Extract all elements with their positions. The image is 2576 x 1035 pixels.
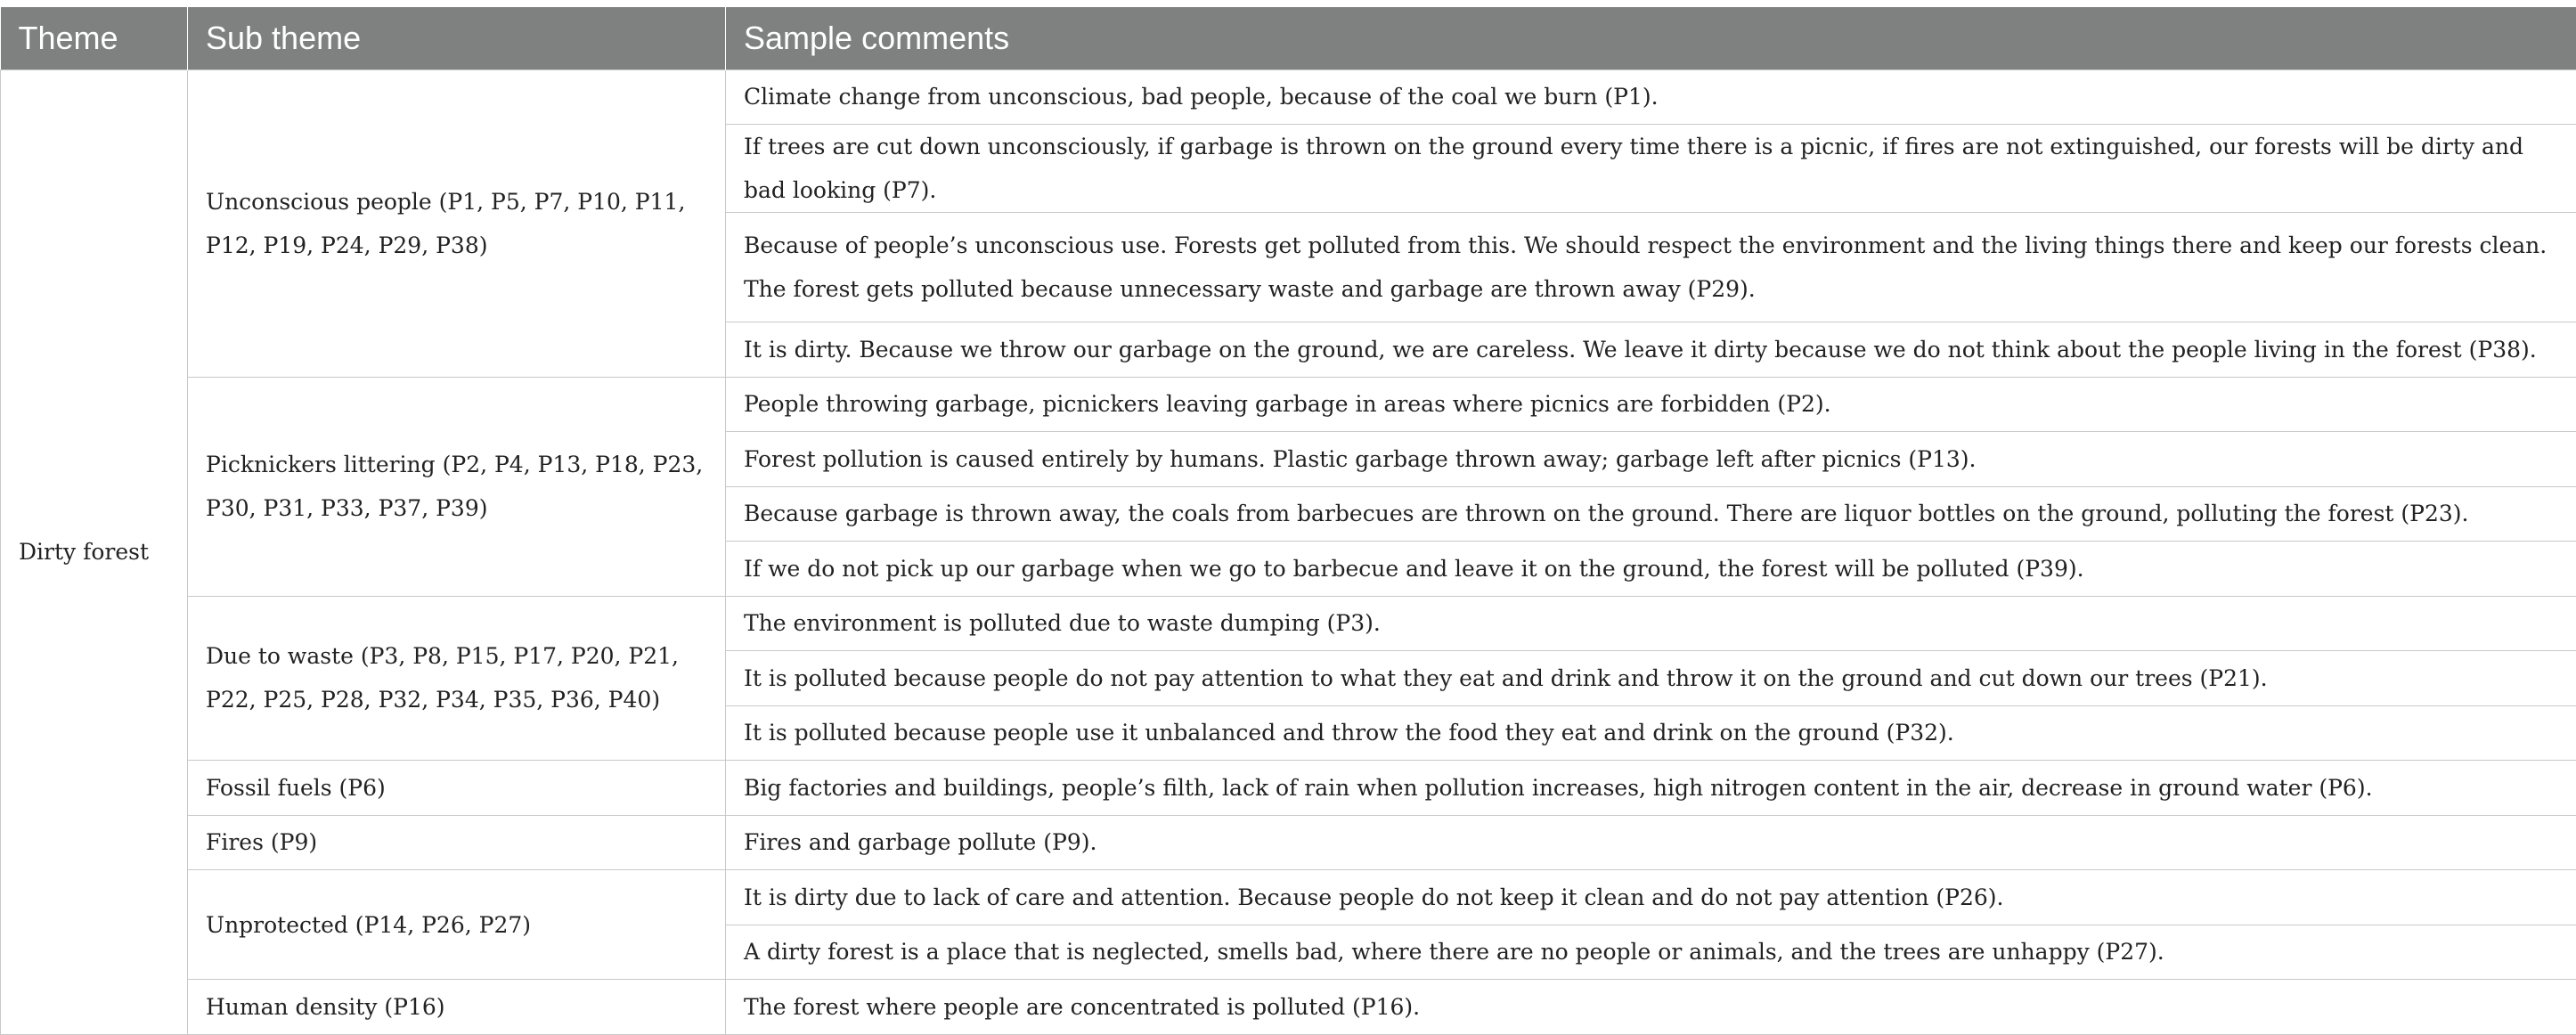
sub-theme-cell: Fires (P9) (188, 815, 726, 870)
comment-cell: Climate change from unconscious, bad people, because of the coal we burn (P1). (726, 69, 2576, 125)
comment-cell: It is dirty. Because we throw our garbage on the ground, we are careless. We leave it dirty because we do not think about the people living in the forest (P38). (726, 322, 2576, 378)
table-body (1, 69, 2576, 1034)
comment-cell: Forest pollution is caused entirely by humans. Plastic garbage thrown away; garbage left after picnics (P13). (726, 432, 2576, 487)
sub-theme-cell: Picknickers littering (P2, P4, P13, P18, P23, P30, P31, P33, P37, P39) (188, 377, 726, 596)
comment-cell: Big factories and buildings, people’s filth, lack of rain when pollution increases, high nitrogen content in the air, decrease in ground water (P6). (726, 761, 2576, 816)
comment-cell: People throwing garbage, picnickers leaving garbage in areas where picnics are forbidden (P2). (726, 377, 2576, 432)
table-row (1, 870, 2576, 925)
header-sub-theme: Sub theme (188, 7, 726, 69)
comment-cell: It is dirty due to lack of care and attention. Because people do not keep it clean and do not pay attention (P26). (726, 870, 2576, 925)
themes-table (0, 7, 2576, 1035)
comment-cell: The forest where people are concentrated is polluted (P16). (726, 980, 2576, 1035)
table-row (1, 815, 2576, 870)
sub-theme-cell: Unconscious people (P1, P5, P7, P10, P11, P12, P19, P24, P29, P38) (188, 69, 726, 377)
comment-cell: A dirty forest is a place that is neglected, smells bad, where there are no people or animals, and the trees are unhappy (P27). (726, 925, 2576, 980)
table-header (1, 7, 2576, 69)
table-row (1, 596, 2576, 651)
theme-cell: Dirty forest (1, 69, 188, 1034)
sub-theme-cell: Fossil fuels (P6) (188, 761, 726, 816)
header-row (1, 7, 2576, 69)
header-theme: Theme (1, 7, 188, 69)
comment-cell: It is polluted because people use it unbalanced and throw the food they eat and drink on the ground (P32). (726, 705, 2576, 761)
comment-cell: If we do not pick up our garbage when we go to barbecue and leave it on the ground, the forest will be polluted (P39). (726, 542, 2576, 597)
comment-cell: Because garbage is thrown away, the coals from barbecues are thrown on the ground. There are liquor bottles on the ground, polluting the forest (P23). (726, 486, 2576, 542)
table-row (1, 761, 2576, 816)
header-sample-comments: Sample comments (726, 7, 2576, 69)
table-row (1, 69, 2576, 125)
comment-cell: Because of people’s unconscious use. Forests get polluted from this. We should respect the environment and the living things there and keep our forests clean. The forest gets polluted because unnecessary waste and garbage are thrown away (P29). (726, 213, 2576, 322)
comment-cell: It is polluted because people do not pay attention to what they eat and drink and throw it on the ground and cut down our trees (P21). (726, 651, 2576, 706)
comment-cell: The environment is polluted due to waste dumping (P3). (726, 596, 2576, 651)
table-row (1, 980, 2576, 1035)
sub-theme-cell: Unprotected (P14, P26, P27) (188, 870, 726, 980)
sub-theme-cell: Due to waste (P3, P8, P15, P17, P20, P21, P22, P25, P28, P32, P34, P35, P36, P40) (188, 596, 726, 761)
sub-theme-cell: Human density (P16) (188, 980, 726, 1035)
comment-cell: Fires and garbage pollute (P9). (726, 815, 2576, 870)
table-row (1, 377, 2576, 432)
comment-cell: If trees are cut down unconsciously, if garbage is thrown on the ground every time there is a picnic, if fires are not extinguished, our forests will be dirty and bad looking (P7). (726, 125, 2576, 213)
